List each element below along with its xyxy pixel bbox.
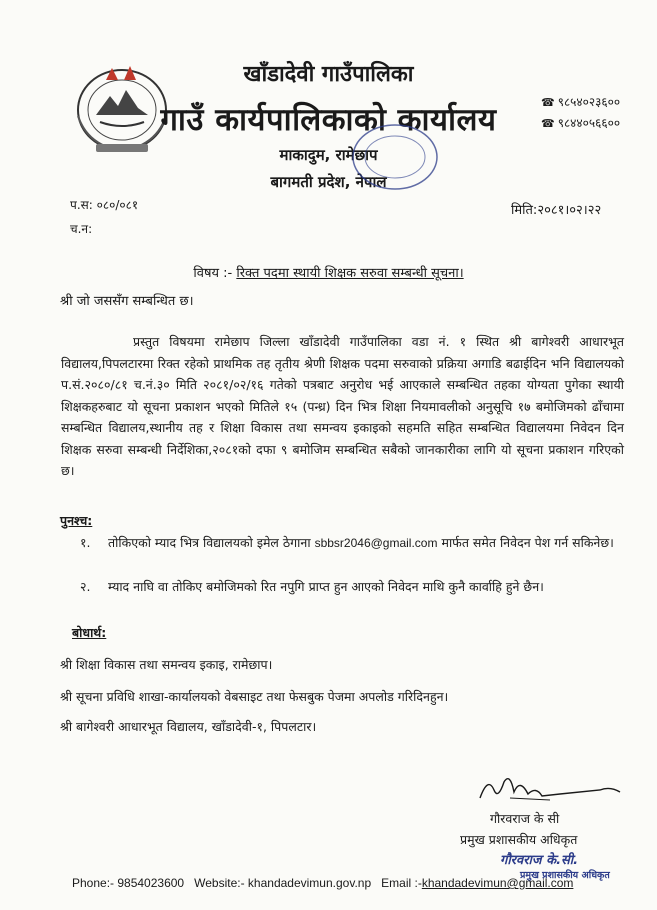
school-email: sbbsr2046@gmail.com <box>314 536 438 550</box>
handwritten-signature <box>470 768 630 808</box>
punashcha-item-2: २. म्याद नाघि वा तोकिए बमोजिमको रित नपुगि प्राप्त हुन आएको निवेदन माथि कुनै कार्वाहि हुने छैन। <box>80 579 544 594</box>
phone-line-2: ☎ ९८४४०५६६०० <box>541 113 620 134</box>
subject-line: विषय :- रिक्त पदमा स्थायी शिक्षक सरुवा सम्बन्धी सूचना। <box>193 266 464 281</box>
footer-website: Website:- khandadevimun.gov.np <box>194 876 372 890</box>
cc-item-1: श्री शिक्षा विकास तथा समन्वय इकाइ, रामेछाप। <box>60 657 273 672</box>
office-location: माकादुम, रामेछाप <box>279 146 378 164</box>
office-round-stamp <box>348 120 443 195</box>
municipality-name: खाँडादेवी गाउँपालिका <box>243 62 414 87</box>
bodhartha-heading: बोधार्थ: <box>72 625 107 640</box>
reference-ps: प.स: ०८०/०८१ <box>70 198 139 212</box>
cc-item-3: श्री बागेश्वरी आधारभूत विद्यालय, खाँडादेवी-१, पिपलटार। <box>60 719 317 734</box>
signatory-name: गौरवराज के सी <box>490 811 560 826</box>
salutation: श्री जो जससँग सम्बन्धित छ। <box>60 294 194 309</box>
telephone-icon: ☎ <box>541 117 555 130</box>
footer-phone: Phone:- 9854023600 <box>72 876 185 890</box>
signatory-title: प्रमुख प्रशासकीय अधिकृत <box>460 832 578 847</box>
stamp-title: प्रमुख प्रशासकीय अधिकृत <box>520 870 610 881</box>
office-province: बागमती प्रदेश, नेपाल <box>270 173 387 191</box>
office-name: गाउँ कार्यपालिकाको कार्यालय <box>160 102 497 138</box>
cc-item-2: श्री सूचना प्रविधि शाखा-कार्यालयको वेबसाइट तथा फेसबुक पेजमा अपलोड गरिदिनहुन। <box>60 689 449 704</box>
punashcha-heading: पुनश्च: <box>60 513 93 528</box>
telephone-icon: ☎ <box>541 96 555 109</box>
footer-contact: Phone:- 9854023600 Website:- khandadevimun.gov.np Email :-khandadevimun@gmail.com <box>72 876 574 890</box>
punashcha-item-1: १. तोकिएको म्याद भित्र विद्यालयको इमेल ठेगाना sbbsr2046@gmail.com मार्फत समेत निवेदन पेश गर्न सकिनेछ। <box>80 535 614 550</box>
footer-email: khandadevimun@gmail.com <box>421 876 574 890</box>
letter-date: मिति:२०८१।०२।२२ <box>511 203 602 218</box>
contact-phones <box>541 92 620 134</box>
phone-line-1: ☎ ९८५४०२३६०० <box>541 92 620 113</box>
reference-cn: च.न: <box>70 222 93 236</box>
subject-text: रिक्त पदमा स्थायी शिक्षक सरुवा सम्बन्धी सूचना। <box>236 266 464 281</box>
stamp-name: गौरवराज के.सी. <box>500 853 579 868</box>
body-paragraph: प्रस्तुत विषयमा रामेछाप जिल्ला खाँडादेवी गाउँपालिका वडा नं. १ स्थित श्री बागेश्वरी आधारभूत विद्यालय,पिपलटारमा रिक्त रहेको प्राथमिक तह तृतीय श्रेणी शिक्षक पदमा सरुवाको प्रक्रिया अगाडि बढाईदिन भनि विद्यालयको प.सं.२०८०/८१ च.नं.३० मिति २०८१/०२/१६ गतेको पत्रबाट अनुरोध भई आएकाले सम्बन्धित तहका योग्यता पुगेका स्थायी शिक्षकहरुबाट यो सूचना प्रकाशन भएको मितिले १५ (पन्ध्र) दिन भित्र शिक्षा नियमावलीको अनुसूचि १७ बमोजिमको ढाँचामा सम्बन्धित विद्यालय,स्थानीय तह र शिक्षा विकास तथा समन्वय इकाइको सहमति सहित सम्बन्धित विद्यालयमा निवेदन दिन शिक्षक सरुवा सम्बन्धी निर्देशिका,२०८१को दफा ९ बमोजिम सम्बन्धित सबैको जानकारीका लागि यो सूचना प्रकाशन गरिएको छ। <box>61 334 624 478</box>
